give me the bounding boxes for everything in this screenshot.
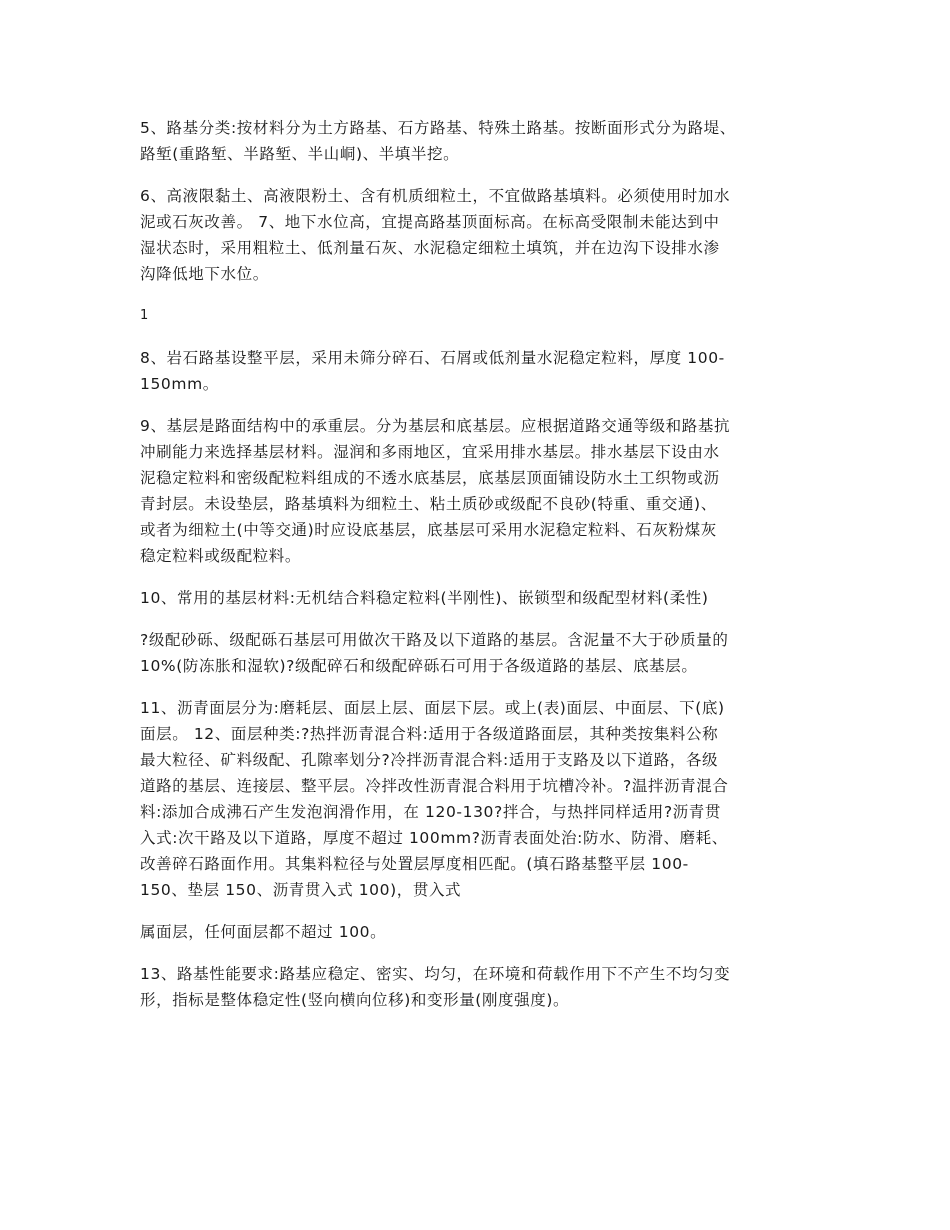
- text-line: 形，指标是整体稳定性(竖向横向位移)和变形量(刚度强度)。: [140, 991, 570, 1009]
- paragraph-5-roadbed-classification: [140, 115, 820, 167]
- paragraph-11-12-asphalt-layers: [140, 695, 820, 903]
- text-line: 泥稳定粒料和密级配粒料组成的不透水底基层，底基层顶面铺设防水土工织物或沥: [140, 469, 720, 487]
- text-line: 10、常用的基层材料:无机结合料稳定粒料(半刚性)、嵌锁型和级配型材料(柔性): [140, 589, 709, 607]
- paragraph-9-base-layer: [140, 413, 820, 569]
- text-line: 9、基层是路面结构中的承重层。分为基层和底基层。应根据道路交通等级和路基抗: [140, 417, 731, 435]
- text-line: 150mm。: [140, 375, 219, 393]
- text-line: ?级配砂砾、级配砾石基层可用做次干路及以下道路的基层。含泥量不大于砂质量的: [140, 631, 729, 649]
- text-line: 湿状态时，采用粗粒土、低剂量石灰、水泥稳定细粒土填筑，并在边沟下设排水渗: [140, 239, 720, 257]
- text-line: 青封层。未设垫层，路基填料为细粒土、粘土质砂或级配不良砂(特重、重交通)、: [140, 495, 717, 513]
- text-line: 路堑(重路堑、半路堑、半山峒)、半填半挖。: [140, 145, 460, 163]
- text-line: 泥或石灰改善。 7、地下水位高，宜提高路基顶面标高。在标高受限制未能达到中: [140, 213, 720, 231]
- text-line: 料:添加合成沸石产生发泡润滑作用，在 120-130?拌合，与热拌同样适用?沥青贯: [140, 803, 721, 821]
- text-line: 6、高液限黏土、高液限粉土、含有机质细粒土，不宜做路基填料。必须使用时加水: [140, 187, 731, 205]
- text-line: 10%(防冻胀和湿软)?级配碎石和级配碎砾石可用于各级道路的基层、底基层。: [140, 657, 698, 675]
- text-line: 5、路基分类:按材料分为土方路基、石方路基、特殊土路基。按断面形式分为路堤、: [140, 119, 736, 137]
- text-line: 冲刷能力来选择基层材料。湿润和多雨地区，宜采用排水基层。排水基层下设由水: [140, 443, 720, 461]
- text-line: 入式:次干路及以下道路，厚度不超过 100mm?沥青表面处治:防水、防滑、磨耗、: [140, 829, 728, 847]
- text-line: 面层。 12、面层种类:?热拌沥青混合料:适用于各级道路面层，其种类按集料公称: [140, 725, 719, 743]
- text-line: 11、沥青面层分为:磨耗层、面层上层、面层下层。或上(表)面层、中面层、下(底): [140, 699, 725, 717]
- paragraph-graded-gravel: [140, 627, 820, 679]
- text-line: 道路的基层、连接层、整平层。冷拌改性沥青混合料用于坑槽冷补。?温拌沥青混合: [140, 777, 729, 795]
- text-line: 或者为细粒土(中等交通)时应设底基层，底基层可采用水泥稳定粒料、石灰粉煤灰: [140, 521, 717, 539]
- text-line: 8、岩石路基设整平层，采用未筛分碎石、石屑或低剂量水泥稳定粒料，厚度 100-: [140, 349, 725, 367]
- text-line: 改善碎石路面作用。其集料粒径与处置层厚度相匹配。(填石路基整平层 100-: [140, 855, 689, 873]
- paragraph-10-base-materials: [140, 585, 820, 611]
- text-line: 属面层，任何面层都不超过 100。: [140, 923, 387, 941]
- text-line: 稳定粒料或级配粒料。: [140, 547, 302, 565]
- text-line: 沟降低地下水位。: [140, 265, 269, 283]
- text-line: 最大粒径、矿料级配、孔隙率划分?冷拌沥青混合料:适用于支路及以下道路，各级: [140, 751, 719, 769]
- text-line: 13、路基性能要求:路基应稳定、密实、均匀，在环境和荷载作用下不产生不均匀变: [140, 965, 731, 983]
- page-number: 1: [140, 308, 149, 323]
- paragraph-6-7-fill-materials: [140, 183, 820, 287]
- paragraph-8-rock-roadbed: [140, 345, 820, 397]
- paragraph-13-roadbed-performance: [140, 961, 820, 1013]
- document-page: [140, 115, 820, 1029]
- text-line: 150、垫层 150、沥青贯入式 100)，贯入式: [140, 881, 462, 899]
- paragraph-surface-layer-note: [140, 919, 820, 945]
